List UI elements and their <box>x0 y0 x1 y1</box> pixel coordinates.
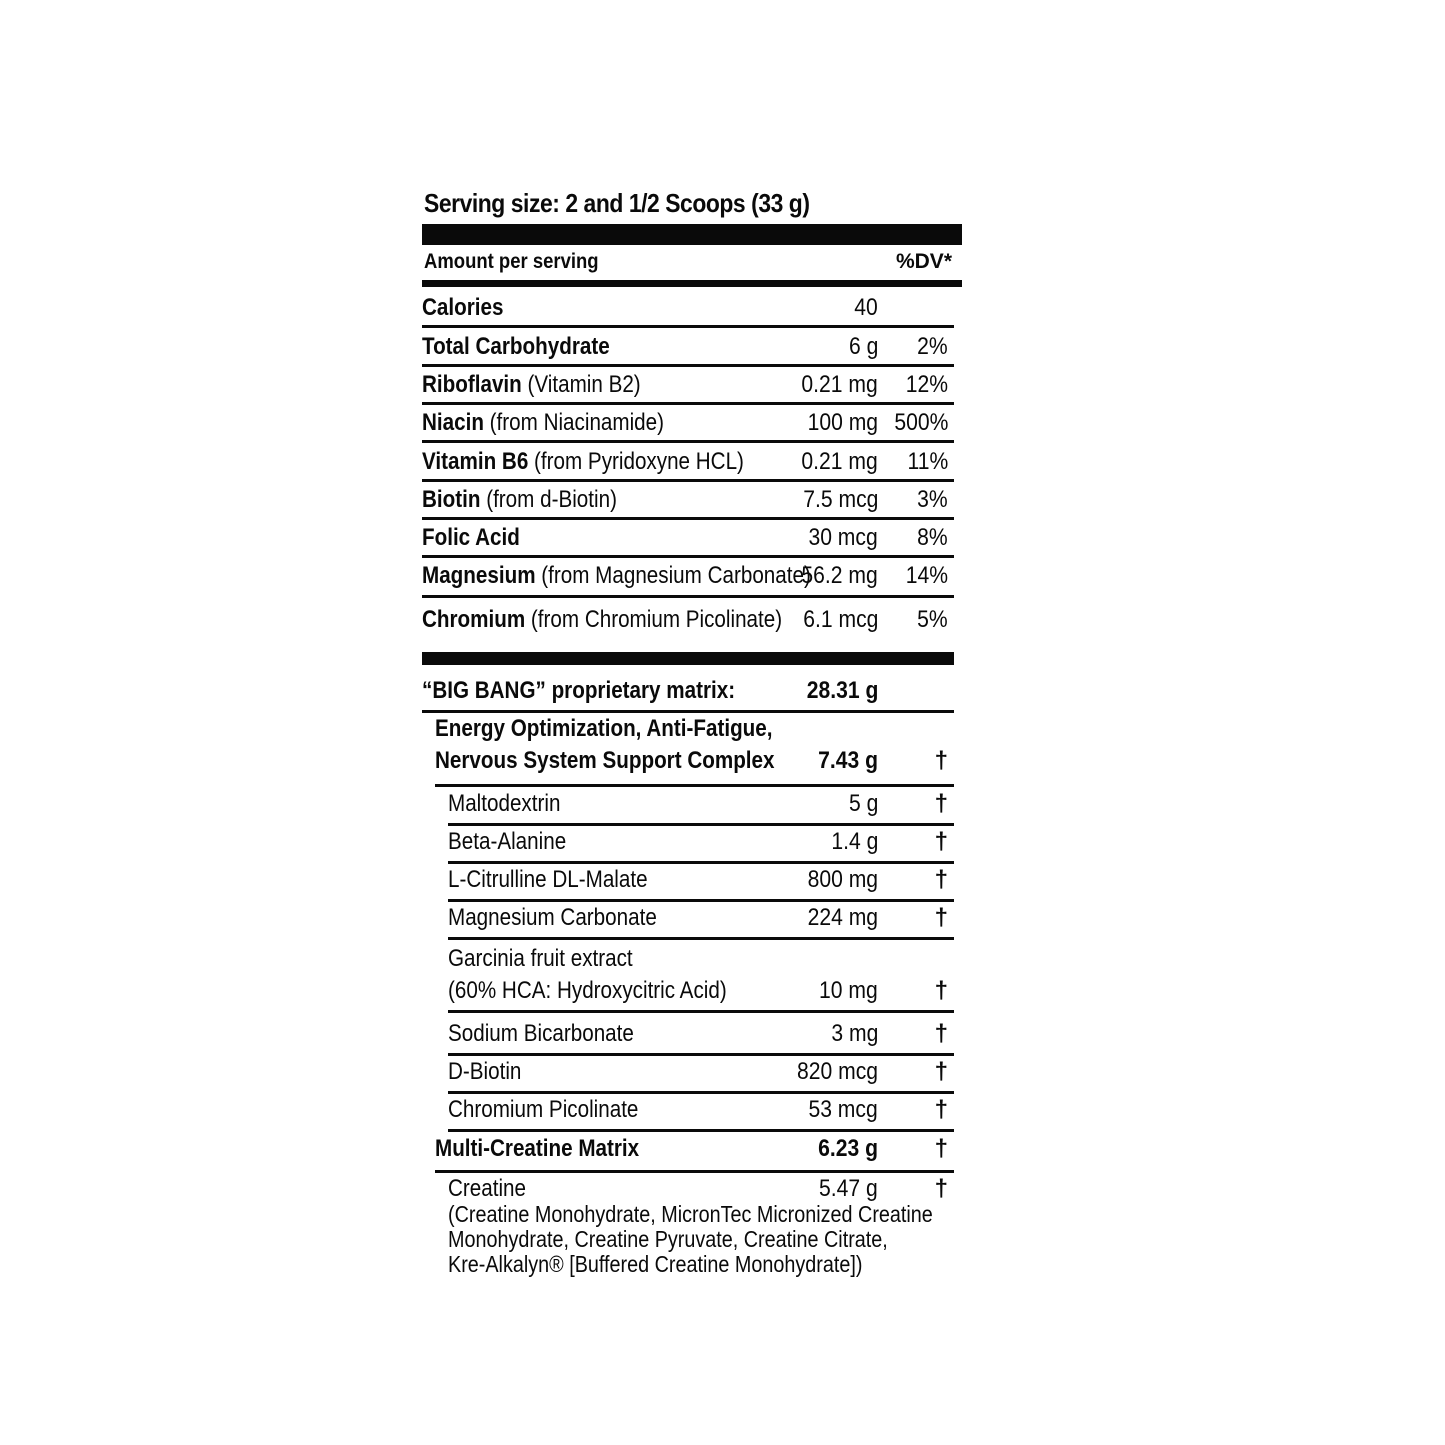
dagger-mark: † <box>934 790 948 817</box>
nutrient-name <box>422 408 664 438</box>
dagger-mark: † <box>934 977 948 1004</box>
creatine-detail-line: Monohydrate, Creatine Pyruvate, Creatine Citrate, <box>448 1226 888 1252</box>
matrix-divider-bar <box>422 652 954 665</box>
creatine-matrix-amount: 6.23 g <box>818 1135 878 1162</box>
nutrient-row <box>422 561 954 599</box>
nutrient-dv: 500% <box>893 409 948 436</box>
row-rule <box>422 555 954 558</box>
nutrient-name <box>422 523 520 553</box>
row-rule <box>448 1053 954 1056</box>
ingredient-row <box>422 1019 954 1057</box>
nutrient-detail: (from d-Biotin) <box>480 486 617 513</box>
row-rule <box>448 861 954 864</box>
nutrient-detail: (from Magnesium Carbonate) <box>535 562 811 589</box>
row-rule <box>422 517 954 520</box>
nutrient-row <box>422 605 954 643</box>
nutrient-name-bold: Chromium <box>422 606 526 633</box>
nutrient-detail: (from Niacinamide) <box>483 409 665 436</box>
dagger-mark: † <box>934 747 948 774</box>
nutrient-dv: 8% <box>917 524 948 551</box>
dagger-mark: † <box>934 1020 948 1047</box>
nutrient-detail: (Vitamin B2) <box>521 371 641 398</box>
energy-complex-amount: 7.43 g <box>818 747 878 774</box>
dagger-mark: † <box>934 1135 948 1162</box>
garcinia-amount: 10 mg <box>819 977 878 1004</box>
ingredient-name: Magnesium Carbonate <box>448 904 657 931</box>
amount-per-serving-header: Amount per serving <box>424 250 599 273</box>
row-rule <box>422 479 954 482</box>
nutrient-name-bold: Niacin <box>422 409 484 436</box>
nutrient-name <box>422 370 641 400</box>
nutrient-dv: 2% <box>917 333 948 360</box>
nutrient-name-bold: Calories <box>422 294 504 321</box>
row-rule <box>435 1170 954 1173</box>
row-rule <box>422 325 954 328</box>
nutrient-dv: 5% <box>917 606 948 633</box>
nutrient-name <box>422 332 610 362</box>
ingredient-row <box>422 903 954 941</box>
ingredient-row <box>422 827 954 865</box>
ingredient-row <box>422 1057 954 1095</box>
row-rule <box>422 364 954 367</box>
row-rule <box>448 823 954 826</box>
matrix-title-row <box>422 676 954 714</box>
nutrient-dv: 14% <box>905 562 948 589</box>
row-rule <box>422 402 954 405</box>
nutrient-name-bold: Riboflavin <box>422 371 522 398</box>
row-rule <box>448 899 954 902</box>
nutrient-name-bold: Magnesium <box>422 562 536 589</box>
creatine-detail-line: (Creatine Monohydrate, MicronTec Micronized Creatine <box>448 1201 933 1227</box>
nutrient-amount: 6.1 mcg <box>802 606 878 633</box>
header-rule <box>422 280 962 287</box>
creatine-name: Creatine <box>448 1175 527 1202</box>
serving-size: Serving size: 2 and 1/2 Scoops (33 g) <box>424 188 810 218</box>
dagger-mark: † <box>934 904 948 931</box>
nutrient-amount: 30 mcg <box>808 524 878 551</box>
energy-complex-row <box>422 714 954 784</box>
nutrient-amount: 40 <box>854 294 878 321</box>
matrix-amount: 28.31 g <box>806 677 878 704</box>
ingredient-amount: 5 g <box>848 790 878 817</box>
nutrient-dv: 12% <box>905 371 948 398</box>
ingredient-name: Maltodextrin <box>448 790 561 817</box>
nutrient-name-bold: Vitamin B6 <box>422 448 529 475</box>
dagger-mark: † <box>934 828 948 855</box>
creatine-matrix-row <box>422 1134 954 1172</box>
nutrient-name <box>422 605 782 635</box>
ingredient-row <box>422 1095 954 1133</box>
energy-complex-line2: Nervous System Support Complex <box>435 747 775 774</box>
row-rule <box>422 440 954 443</box>
ingredient-amount: 1.4 g <box>831 828 878 855</box>
nutrient-name-bold: Total Carbohydrate <box>422 333 610 360</box>
nutrient-dv: 11% <box>907 448 948 475</box>
nutrient-name-bold: Biotin <box>422 486 481 513</box>
nutrient-name <box>422 561 811 591</box>
dagger-mark: † <box>934 1096 948 1123</box>
row-rule <box>448 1010 954 1013</box>
nutrient-name <box>422 293 503 323</box>
ingredient-amount: 820 mcg <box>796 1058 878 1085</box>
nutrient-amount: 100 mg <box>807 409 878 436</box>
ingredient-row <box>422 865 954 903</box>
creatine-matrix-name: Multi-Creatine Matrix <box>435 1135 640 1162</box>
nutrient-name-bold: Folic Acid <box>422 524 520 551</box>
ingredient-amount: 224 mg <box>807 904 878 931</box>
dagger-mark: † <box>934 866 948 893</box>
nutrient-detail: (from Pyridoxyne HCL) <box>528 448 744 475</box>
energy-complex-line1: Energy Optimization, Anti-Fatigue, <box>435 715 773 742</box>
row-rule <box>448 1091 954 1094</box>
ingredient-amount: 53 mcg <box>808 1096 878 1123</box>
ingredient-name: Beta-Alanine <box>448 828 567 855</box>
garcinia-line1: Garcinia fruit extract <box>448 945 633 972</box>
nutrient-dv: 3% <box>917 486 948 513</box>
garcinia-line2: (60% HCA: Hydroxycitric Acid) <box>448 977 727 1004</box>
row-rule <box>435 784 954 787</box>
row-rule <box>448 1129 954 1132</box>
dv-header: %DV* <box>895 250 952 273</box>
garcinia-row <box>422 944 954 1010</box>
ingredient-name: Chromium Picolinate <box>448 1096 639 1123</box>
row-rule <box>448 937 954 940</box>
nutrient-name <box>422 447 744 477</box>
nutrient-detail: (from Chromium Picolinate) <box>525 606 783 633</box>
dagger-mark: † <box>934 1175 948 1202</box>
nutrient-amount: 7.5 mcg <box>802 486 878 513</box>
ingredient-name: Sodium Bicarbonate <box>448 1020 634 1047</box>
ingredient-row <box>422 789 954 827</box>
nutrient-amount: 0.21 mg <box>801 448 878 475</box>
dagger-mark: † <box>934 1058 948 1085</box>
ingredient-amount: 800 mg <box>807 866 878 893</box>
nutrient-amount: 6 g <box>848 333 878 360</box>
ingredient-amount: 3 mg <box>831 1020 878 1047</box>
nutrient-amount: 0.21 mg <box>801 371 878 398</box>
ingredient-name: L-Citrulline DL-Malate <box>448 866 648 893</box>
matrix-title: “BIG BANG” proprietary matrix: <box>422 677 736 704</box>
nutrient-amount: 56.2 mg <box>801 562 878 589</box>
nutrient-name <box>422 485 617 515</box>
row-rule <box>422 595 954 598</box>
row-rule <box>422 710 954 713</box>
creatine-detail-line: Kre-Alkalyn® [Buffered Creatine Monohydrate]) <box>448 1251 863 1277</box>
thick-top-bar <box>422 224 962 245</box>
creatine-amount: 5.47 g <box>819 1175 878 1202</box>
ingredient-name: D-Biotin <box>448 1058 522 1085</box>
